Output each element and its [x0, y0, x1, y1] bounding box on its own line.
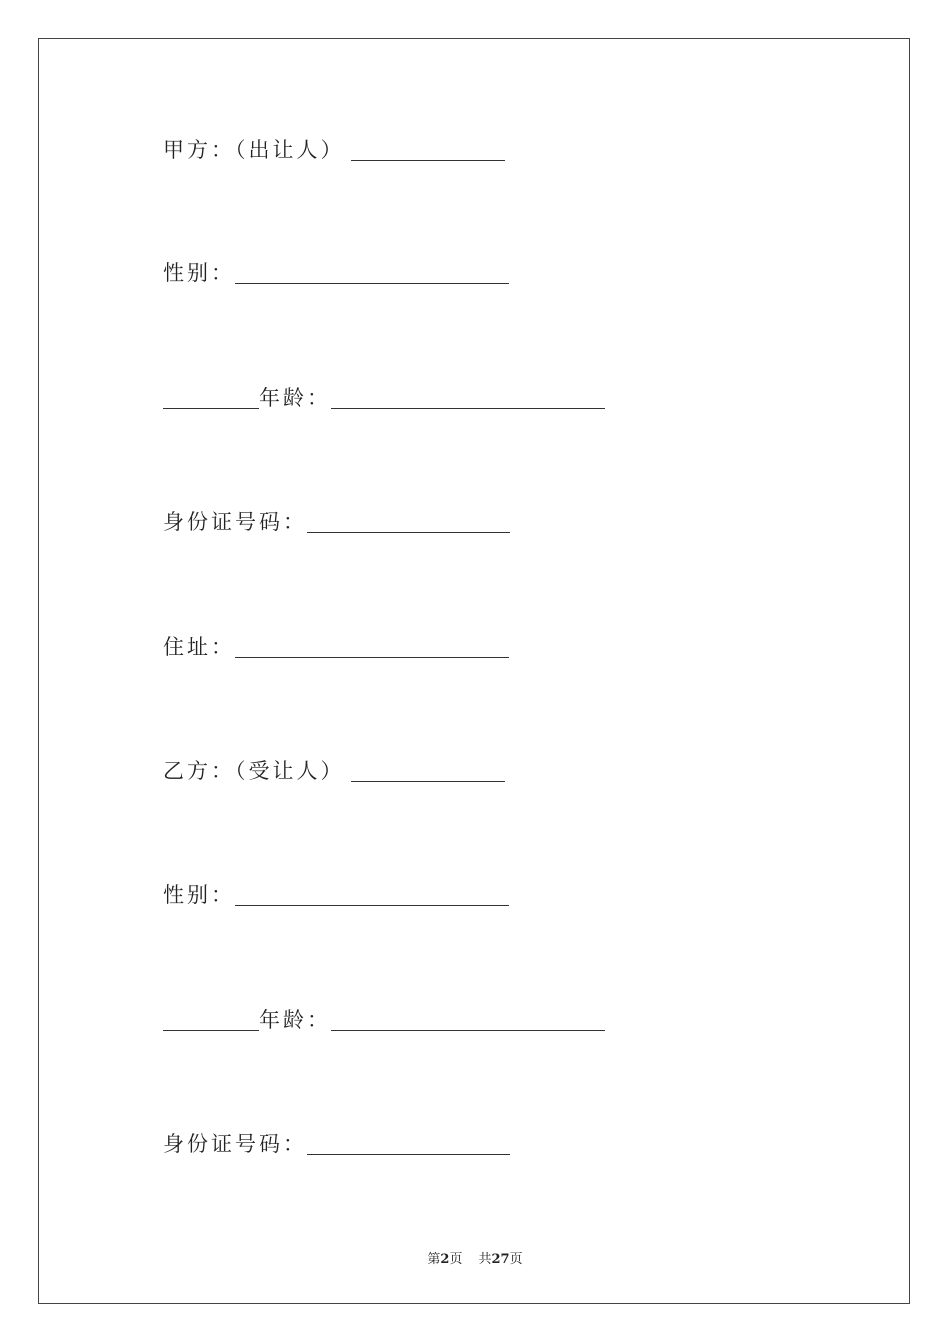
party-a-name-field[interactable]: [351, 138, 505, 161]
id-b-label: 身份证号码：: [163, 1132, 307, 1156]
page-border: [38, 38, 910, 1304]
age-a-prefix-field[interactable]: [163, 386, 259, 409]
age-b-row: [163, 1006, 605, 1034]
address-a-label: 住址：: [163, 635, 235, 659]
id-a-field[interactable]: [307, 510, 510, 533]
address-a-field[interactable]: [235, 635, 509, 658]
age-b-label: 年龄：: [259, 1008, 331, 1032]
age-a-field[interactable]: [331, 386, 605, 409]
total-prefix: 共: [478, 1252, 492, 1267]
page-suffix: 页: [449, 1252, 463, 1267]
gender-b-row: [163, 881, 509, 909]
id-b-row: [163, 1130, 510, 1158]
age-a-label: 年龄：: [259, 386, 331, 410]
party-b-name-field[interactable]: [351, 759, 505, 782]
party-b-label: 乙方：（受让人）: [163, 759, 345, 783]
party-a-label: 甲方：（出让人）: [163, 138, 345, 162]
id-a-row: [163, 508, 510, 536]
age-b-field[interactable]: [331, 1008, 605, 1031]
age-b-prefix-field[interactable]: [163, 1008, 259, 1031]
total-suffix: 页: [509, 1252, 523, 1267]
id-b-field[interactable]: [307, 1132, 510, 1155]
gender-a-field[interactable]: [235, 261, 509, 284]
gender-a-row: [163, 259, 509, 287]
age-a-row: [163, 384, 605, 412]
id-a-label: 身份证号码：: [163, 510, 307, 534]
party-b-row: [163, 757, 505, 785]
party-a-row: [163, 136, 505, 164]
total-pages: 27: [491, 1252, 510, 1267]
page-number: 2: [440, 1252, 450, 1267]
page-footer: [0, 1248, 950, 1267]
gender-b-field[interactable]: [235, 883, 509, 906]
gender-a-label: 性别：: [163, 261, 235, 285]
gender-b-label: 性别：: [163, 883, 235, 907]
address-a-row: [163, 633, 509, 661]
page-prefix: 第: [427, 1252, 441, 1267]
